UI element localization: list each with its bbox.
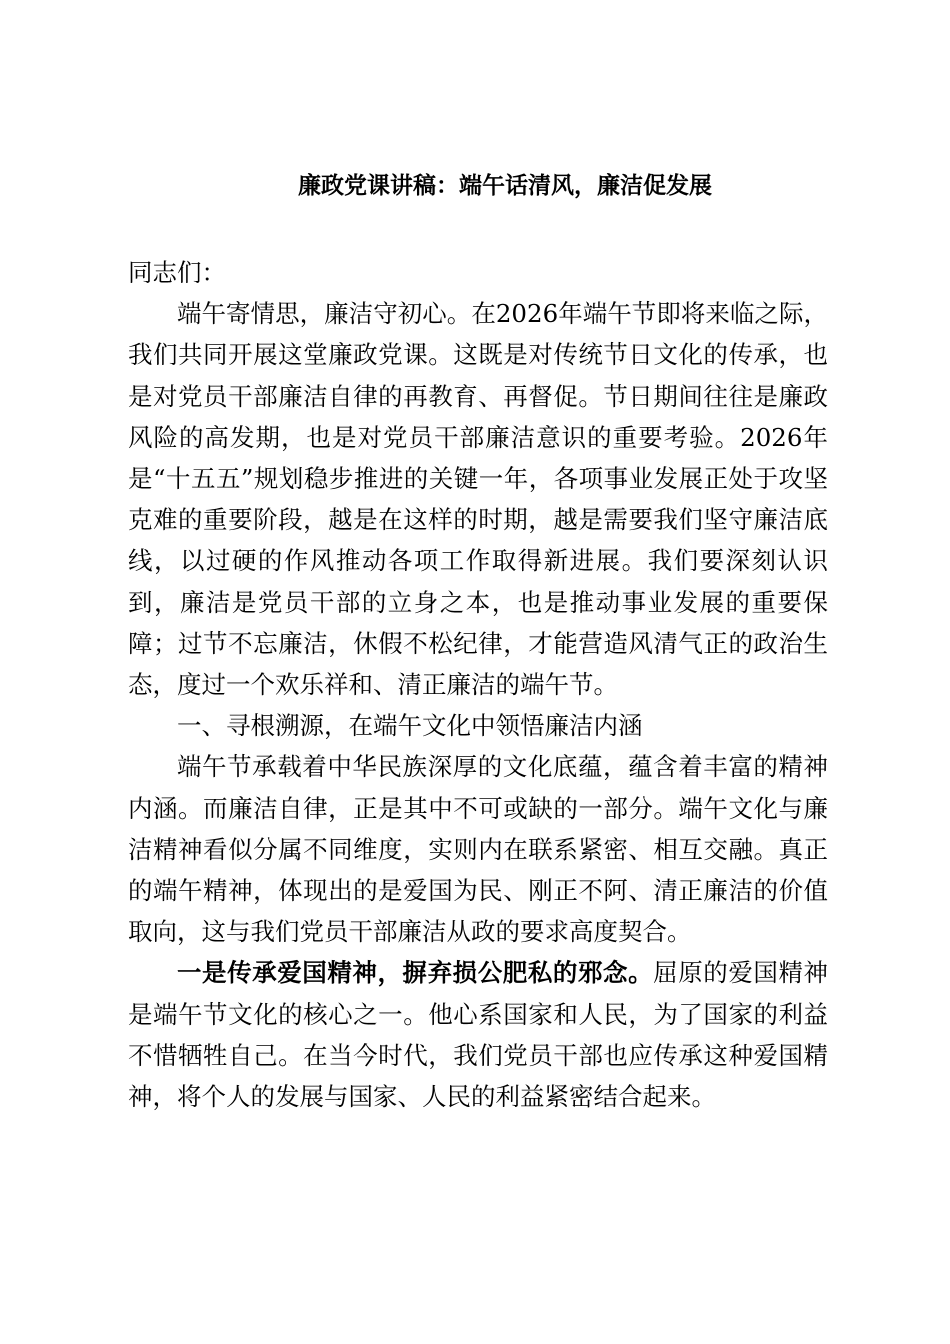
salutation: 同志们： bbox=[128, 258, 226, 287]
point-paragraph bbox=[128, 952, 828, 1117]
point-body: 屈原的爱国精神是端午节文化的核心之一。他心系国家和人民，为了国家的利益不惜牺牲自己。在当今时代，我们党员干部也应传承这种爱国精神，将个人的发展与国家、人民的利益紧密结合起来。 bbox=[128, 958, 828, 1112]
point-lead: 一是传承爱国精神，摒弃损公肥私的邪念。 bbox=[177, 958, 654, 988]
intro-paragraph: 端午寄情思，廉洁守初心。在2026年端午节即将来临之际，我们共同开展这堂廉政党课。这既是对传统节日文化的传承，也是对党员干部廉洁自律的再教育、再督促。节日期间往往是廉政风险的高发期，也是对党员干部廉洁意识的重要考验。2026年是“十五五”规划稳步推进的关键一年，各项事业发展正处于攻坚克难的重要阶段，越是在这样的时期，越是需要我们坚守廉洁底线，以过硬的作风推动各项工作取得新进展。我们要深刻认识到，廉洁是党员干部的立身之本，也是推动事业发展的重要保障；过节不忘廉洁，休假不松纪律，才能营造风清气正的政治生态，度过一个欢乐祥和、清正廉洁的端午节。 bbox=[128, 299, 828, 700]
document-body bbox=[128, 252, 828, 1117]
section-heading: 一、寻根溯源，在端午文化中领悟廉洁内涵 bbox=[177, 711, 643, 741]
document-title: 廉政党课讲稿：端午话清风，廉洁促发展 bbox=[298, 173, 712, 199]
section-paragraph: 端午节承载着中华民族深厚的文化底蕴，蕴含着丰富的精神内涵。而廉洁自律，正是其中不可或缺的一部分。端午文化与廉洁精神看似分属不同维度，实则内在联系紧密、相互交融。真正的端午精神，体现出的是爱国为民、刚正不阿、清正廉洁的价值取向，这与我们党员干部廉洁从政的要求高度契合。 bbox=[128, 752, 828, 947]
